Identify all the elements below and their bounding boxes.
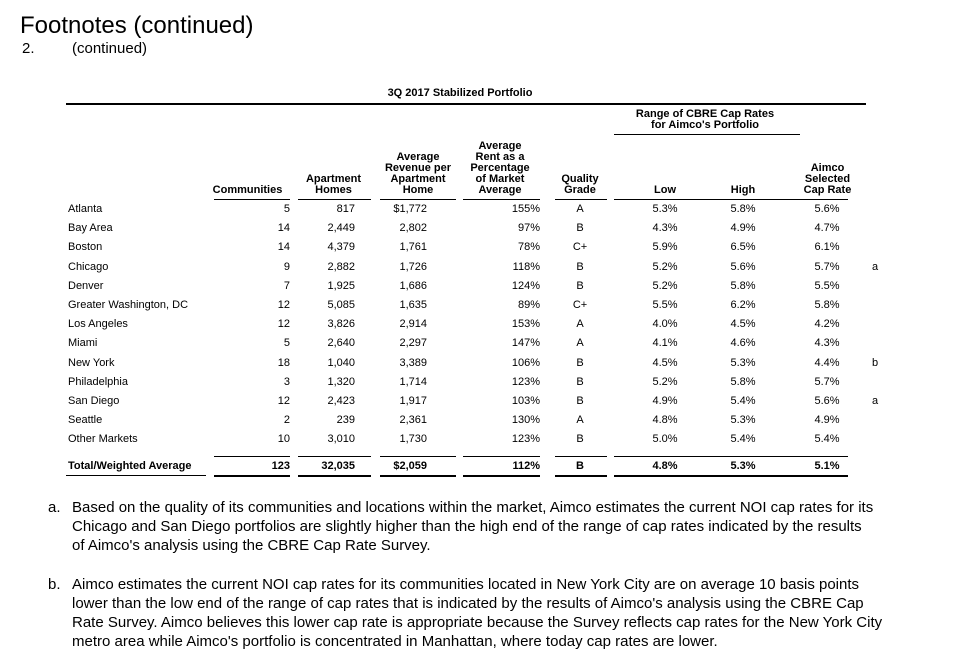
revenue-value: 1,726 xyxy=(399,260,427,273)
low-value: 4.5% xyxy=(652,356,678,369)
col-homes-l2: Homes xyxy=(315,184,352,196)
homes-value: 4,379 xyxy=(327,241,355,254)
revenue-value: 1,714 xyxy=(399,375,427,388)
col-aimco-l3: Cap Rate xyxy=(803,184,852,196)
revenue-value: 1,730 xyxy=(399,433,427,446)
footnote-b-line: Aimco estimates the current NOI cap rates for its communities located in New York City are on average 10 basis points xyxy=(72,576,860,593)
low-value: 5.2% xyxy=(652,279,678,292)
low-value: 5.2% xyxy=(652,375,678,388)
grade-value: B xyxy=(576,375,584,388)
grade-value: B xyxy=(576,395,584,407)
communities-value: 2 xyxy=(283,414,290,427)
total-underline xyxy=(66,475,206,476)
market-name: Miami xyxy=(68,337,98,350)
aimco-value: 6.1% xyxy=(814,241,840,254)
total-revenue: $2,059 xyxy=(393,460,427,472)
footnote-a-line: of Aimco's analysis using the CBRE Cap Rate Survey. xyxy=(72,537,431,554)
low-value: 5.5% xyxy=(652,299,678,311)
table-row xyxy=(0,354,967,373)
low-value: 5.2% xyxy=(652,260,678,273)
revenue-value: 2,914 xyxy=(399,318,427,331)
aimco-value: 5.6% xyxy=(814,203,840,215)
table-row xyxy=(0,392,967,411)
grade-value: B xyxy=(576,222,584,235)
aimco-value: 4.3% xyxy=(814,337,840,350)
communities-value: 12 xyxy=(277,395,290,407)
range-header-line1: Range of CBRE Cap Rates xyxy=(635,108,775,120)
homes-value: 5,085 xyxy=(327,299,355,311)
total-homes: 32,035 xyxy=(321,460,355,472)
table-row xyxy=(0,296,967,315)
market-name: Boston xyxy=(68,241,103,254)
aimco-value: 5.6% xyxy=(814,395,840,407)
footnote-b-text xyxy=(72,575,952,651)
col-rev-l3: Apartment xyxy=(390,173,446,185)
market-name: Other Markets xyxy=(68,433,138,446)
high-value: 6.5% xyxy=(730,241,756,254)
col-pct-l2: Rent as a xyxy=(475,151,525,163)
pct-value: 106% xyxy=(511,356,540,369)
homes-value: 817 xyxy=(336,203,355,215)
grade-value: A xyxy=(576,337,584,350)
aimco-value: 5.4% xyxy=(814,433,840,446)
table-row xyxy=(0,238,967,257)
aimco-value: 4.2% xyxy=(814,318,840,331)
low-value: 4.1% xyxy=(652,337,678,350)
footnote-a-line: Chicago and San Diego portfolios are slightly higher than the high end of the range of cap rates indicated by the results xyxy=(72,518,862,535)
homes-value: 239 xyxy=(336,414,355,427)
communities-value: 5 xyxy=(283,203,290,215)
low-value: 4.0% xyxy=(652,318,678,331)
pct-value: 78% xyxy=(517,241,540,254)
high-value: 5.8% xyxy=(730,279,756,292)
revenue-value: 2,361 xyxy=(399,414,427,427)
total-high: 5.3% xyxy=(730,460,756,472)
aimco-value: 5.5% xyxy=(814,279,840,292)
homes-value: 1,320 xyxy=(327,375,355,388)
total-underline xyxy=(298,475,371,477)
low-value: 5.0% xyxy=(652,433,678,446)
col-pct-l5: Average xyxy=(478,184,522,196)
header-rule-top xyxy=(66,103,866,105)
communities-value: 9 xyxy=(283,260,290,273)
col-quality-l2: Grade xyxy=(564,184,596,196)
homes-value: 3,826 xyxy=(327,318,355,331)
revenue-value: 3,389 xyxy=(399,356,427,369)
homes-value: 1,925 xyxy=(327,279,355,292)
high-value: 5.4% xyxy=(730,395,756,407)
high-value: 4.9% xyxy=(730,222,756,235)
pct-value: 123% xyxy=(511,433,540,446)
footnote-a-line: Based on the quality of its communities and locations within the market, Aimco estimates the current NOI cap rates for its xyxy=(72,499,874,516)
col-quality-l1: Quality xyxy=(561,173,599,185)
communities-value: 12 xyxy=(277,299,290,311)
col-homes-l1: Apartment xyxy=(305,173,361,185)
total-underline xyxy=(214,475,290,477)
market-name: New York xyxy=(68,356,115,369)
aimco-value: 5.7% xyxy=(814,260,840,273)
pct-value: 124% xyxy=(511,279,540,292)
footnote-b-line: metro area while Aimco's portfolio is concentrated in Manhattan, where today cap rates are lower. xyxy=(72,633,718,650)
range-header-rule xyxy=(614,134,800,135)
grade-value: A xyxy=(576,414,584,427)
communities-value: 3 xyxy=(283,375,290,388)
table-row xyxy=(0,200,967,219)
table-row xyxy=(0,430,967,449)
grade-value: C+ xyxy=(572,299,588,311)
communities-value: 14 xyxy=(277,241,290,254)
grade-value: B xyxy=(576,433,584,446)
revenue-value: 2,297 xyxy=(399,337,427,350)
high-value: 5.3% xyxy=(730,414,756,427)
revenue-value: $1,772 xyxy=(393,203,427,215)
revenue-value: 2,802 xyxy=(399,222,427,235)
aimco-value: 4.9% xyxy=(814,414,840,427)
low-value: 4.9% xyxy=(652,395,678,407)
table-row xyxy=(0,334,967,353)
communities-value: 18 xyxy=(277,356,290,369)
market-name: Seattle xyxy=(68,414,103,427)
grade-value: B xyxy=(576,260,584,273)
total-aimco: 5.1% xyxy=(814,460,840,472)
section-label: (continued) xyxy=(72,40,148,57)
col-pct-l3: Percentage xyxy=(470,162,530,174)
note-marker: a xyxy=(872,395,879,407)
total-underline xyxy=(614,475,800,477)
grade-value: B xyxy=(576,279,584,292)
communities-value: 14 xyxy=(277,222,290,235)
total-underline xyxy=(800,475,848,477)
grade-value: C+ xyxy=(572,241,588,254)
aimco-value: 4.4% xyxy=(814,356,840,369)
homes-value: 3,010 xyxy=(327,433,355,446)
revenue-value: 1,761 xyxy=(399,241,427,254)
total-underline xyxy=(555,475,607,477)
homes-value: 1,040 xyxy=(327,356,355,369)
footnote-a-label: a. xyxy=(48,499,61,516)
total-grade: B xyxy=(576,460,584,472)
communities-value: 5 xyxy=(283,337,290,350)
market-name: Denver xyxy=(68,279,104,292)
table-row xyxy=(0,219,967,238)
homes-value: 2,423 xyxy=(327,395,355,407)
col-pct-l4: of Market xyxy=(475,173,525,185)
high-value: 5.6% xyxy=(730,260,756,273)
homes-value: 2,449 xyxy=(327,222,355,235)
col-low: Low xyxy=(654,184,676,196)
total-underline xyxy=(380,475,456,477)
table-row xyxy=(0,411,967,430)
low-value: 5.9% xyxy=(652,241,678,254)
grade-value: A xyxy=(576,318,584,331)
homes-value: 2,882 xyxy=(327,260,355,273)
pct-value: 130% xyxy=(511,414,540,427)
high-value: 5.4% xyxy=(730,433,756,446)
grade-value: A xyxy=(576,203,584,215)
market-name: Bay Area xyxy=(68,222,113,235)
total-label: Total/Weighted Average xyxy=(68,460,192,472)
revenue-value: 1,635 xyxy=(399,299,427,311)
col-high: High xyxy=(730,184,756,196)
total-underline xyxy=(463,475,540,477)
low-value: 5.3% xyxy=(652,203,678,215)
high-value: 5.3% xyxy=(730,356,756,369)
pct-value: 89% xyxy=(517,299,540,311)
high-value: 4.5% xyxy=(730,318,756,331)
col-rev-l4: Home xyxy=(402,184,434,196)
revenue-value: 1,686 xyxy=(399,279,427,292)
low-value: 4.3% xyxy=(652,222,678,235)
pct-value: 147% xyxy=(511,337,540,350)
pct-value: 97% xyxy=(517,222,540,235)
range-header-line2: for Aimco's Portfolio xyxy=(651,119,759,131)
high-value: 4.6% xyxy=(730,337,756,350)
high-value: 5.8% xyxy=(730,203,756,215)
section-number: 2. xyxy=(22,40,35,57)
grade-value: B xyxy=(576,356,584,369)
aimco-value: 5.7% xyxy=(814,375,840,388)
high-value: 5.8% xyxy=(730,375,756,388)
total-pct: 112% xyxy=(512,460,540,472)
col-aimco-l2: Selected xyxy=(804,173,851,185)
table-row xyxy=(0,277,967,296)
table-row xyxy=(0,373,967,392)
pct-value: 123% xyxy=(511,375,540,388)
col-rev-l1: Average xyxy=(396,151,440,163)
table-row xyxy=(0,315,967,334)
high-value: 6.2% xyxy=(730,299,756,311)
market-name: Greater Washington, DC xyxy=(68,299,189,311)
market-name: Philadelphia xyxy=(68,375,128,388)
col-pct-l1: Average xyxy=(478,140,522,152)
pct-value: 103% xyxy=(511,395,540,407)
footnote-b-line: Rate Survey. Aimco believes this lower cap rate is appropriate because the Survey reflects cap rates for the New York City xyxy=(72,614,883,631)
col-communities: Communities xyxy=(212,184,283,196)
footnote-a-text xyxy=(72,498,952,555)
market-name: San Diego xyxy=(68,395,120,407)
col-rev-l2: Revenue per xyxy=(384,162,452,174)
aimco-value: 4.7% xyxy=(814,222,840,235)
pct-value: 118% xyxy=(512,260,540,273)
note-marker: b xyxy=(872,356,879,369)
market-name: Chicago xyxy=(68,260,109,273)
aimco-value: 5.8% xyxy=(814,299,840,311)
market-name: Atlanta xyxy=(68,203,103,215)
total-low: 4.8% xyxy=(652,460,678,472)
col-aimco-l1: Aimco xyxy=(810,162,845,174)
revenue-value: 1,917 xyxy=(399,395,427,407)
total-communities: 123 xyxy=(271,460,290,472)
total-row xyxy=(0,457,967,476)
page-title: Footnotes (continued) xyxy=(20,12,254,39)
communities-value: 12 xyxy=(277,318,290,331)
note-marker: a xyxy=(872,260,879,273)
homes-value: 2,640 xyxy=(327,337,355,350)
table-row xyxy=(0,258,967,277)
pct-value: 153% xyxy=(511,318,540,331)
footnote-b-line: lower than the low end of the range of cap rates that is indicated by the results of Aimco's analysis using the CBRE Cap xyxy=(72,595,864,612)
footnote-b-label: b. xyxy=(48,576,61,593)
low-value: 4.8% xyxy=(652,414,678,427)
pct-value: 155% xyxy=(511,203,540,215)
market-name: Los Angeles xyxy=(68,318,128,331)
communities-value: 7 xyxy=(283,279,290,292)
communities-value: 10 xyxy=(277,433,290,446)
group-header: 3Q 2017 Stabilized Portfolio xyxy=(387,87,533,99)
